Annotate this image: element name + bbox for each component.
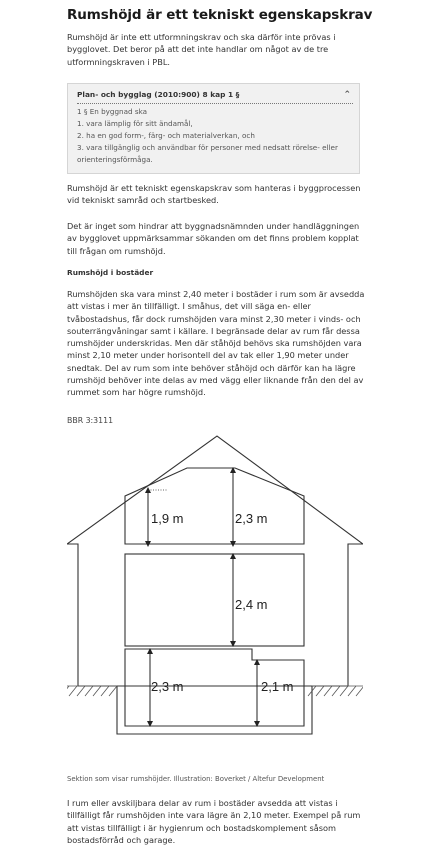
text-line: I rum eller avskiljbara delar av rum i bostäder avsedda att vistas i: [67, 798, 338, 808]
intro-paragraph: [67, 31, 365, 68]
law-quote-heading: Plan- och bygglag (2010:900) 8 kap 1 §: [77, 90, 240, 99]
paragraph-handling: [67, 220, 365, 257]
house-section-diagram: [67, 434, 363, 770]
text-line: rumshöjd behöver inte delas av med vägg eller liknande från den del av: [67, 375, 364, 386]
page-title: Rumshöjd är ett tekniskt egenskapskrav: [67, 7, 373, 23]
law-quote-toggle[interactable]: [77, 88, 353, 104]
ground-hatching: [67, 686, 363, 696]
chevron-up-icon[interactable]: ⌃: [343, 90, 351, 100]
text-line: snedtak. Del av rum som inte behöver ståhöjd och därför kan ha lägre: [67, 362, 356, 373]
text-line: att vistas tillfälligt i är hygienrum och bostadskomplement såsom: [67, 822, 336, 833]
text-line: utformningskraven i PBL.: [67, 56, 170, 67]
text-line: Rumshöjd är ett tekniskt egenskapskrav som hanteras i byggprocessen: [67, 183, 361, 193]
text-line: tvåbostadshus, får dock rumshöjden vara minst 2,30 meter i vinds- och: [67, 313, 361, 324]
text-line: att vistas i mer än tillfälligt. I småhus, det vill säga en- eller: [67, 301, 311, 312]
paragraph-temporary-rooms: [67, 797, 365, 846]
text-line: rummet som har högre rumshöjd.: [67, 387, 206, 398]
label-middle: 2,4 m: [235, 597, 268, 612]
text-line: bygglovet. Det beror på att det inte handlar om något av de tre: [67, 44, 329, 55]
text-line: tillfälligt får rumshöjden inte vara lägre än 2,10 meter. Exempel på rum: [67, 810, 361, 821]
text-line: bostadsförråd och garage.: [67, 834, 176, 845]
paragraph-room-height: [67, 288, 365, 399]
text-line: Rumshöjd är inte ett utformningskrav och ska därför inte prövas i: [67, 32, 336, 42]
label-attic-high: 2,3 m: [235, 511, 268, 526]
law-line: 3. vara tillgänglig och användbar för personer med nedsatt rörelse- eller: [77, 143, 338, 152]
text-line: souterrängvåningar samt i källare. I begränsade delar av rum får dessa: [67, 325, 360, 336]
law-line: 1 § En byggnad ska: [77, 107, 148, 116]
middle-floor-room: [125, 554, 304, 646]
law-quote-box: [67, 83, 360, 174]
law-line: 2. ha en god form-, färg- och materialverkan, och: [77, 131, 255, 140]
section-heading: Rumshöjd i bostäder: [67, 268, 154, 277]
text-line: vid tekniskt samråd och startbesked.: [67, 195, 219, 206]
law-line: 1. vara lämplig för sitt ändamål,: [77, 119, 193, 128]
text-line: rumshöjder underskridas. Men där ståhöjd behövs ska rumshöjden vara: [67, 338, 362, 349]
label-basement-right: 2,1 m: [261, 679, 294, 694]
label-basement-left: 2,3 m: [151, 679, 184, 694]
text-line: av bygglovet uppmärksammar sökanden om det finns problem kopplat: [67, 233, 359, 244]
text-line: Det är inget som hindrar att byggnadsnämnden under handläggningen: [67, 221, 360, 231]
law-line: orienteringsförmåga.: [77, 155, 153, 164]
text-line: minst 2,10 meter under horisontell del av tak eller 1,90 meter under: [67, 350, 349, 361]
regulation-reference: BBR 3:3111: [67, 416, 114, 425]
text-line: Rumshöjden ska vara minst 2,40 meter i bostäder i rum som är avsedda: [67, 289, 365, 299]
paragraph-technical: [67, 182, 365, 207]
figure-caption: Sektion som visar rumshöjder. Illustration: Boverket / Altefur Development: [67, 775, 325, 783]
text-line: till frågan om rumshöjd.: [67, 245, 166, 256]
attic-room: [125, 468, 304, 544]
label-attic-low: 1,9 m: [151, 511, 184, 526]
